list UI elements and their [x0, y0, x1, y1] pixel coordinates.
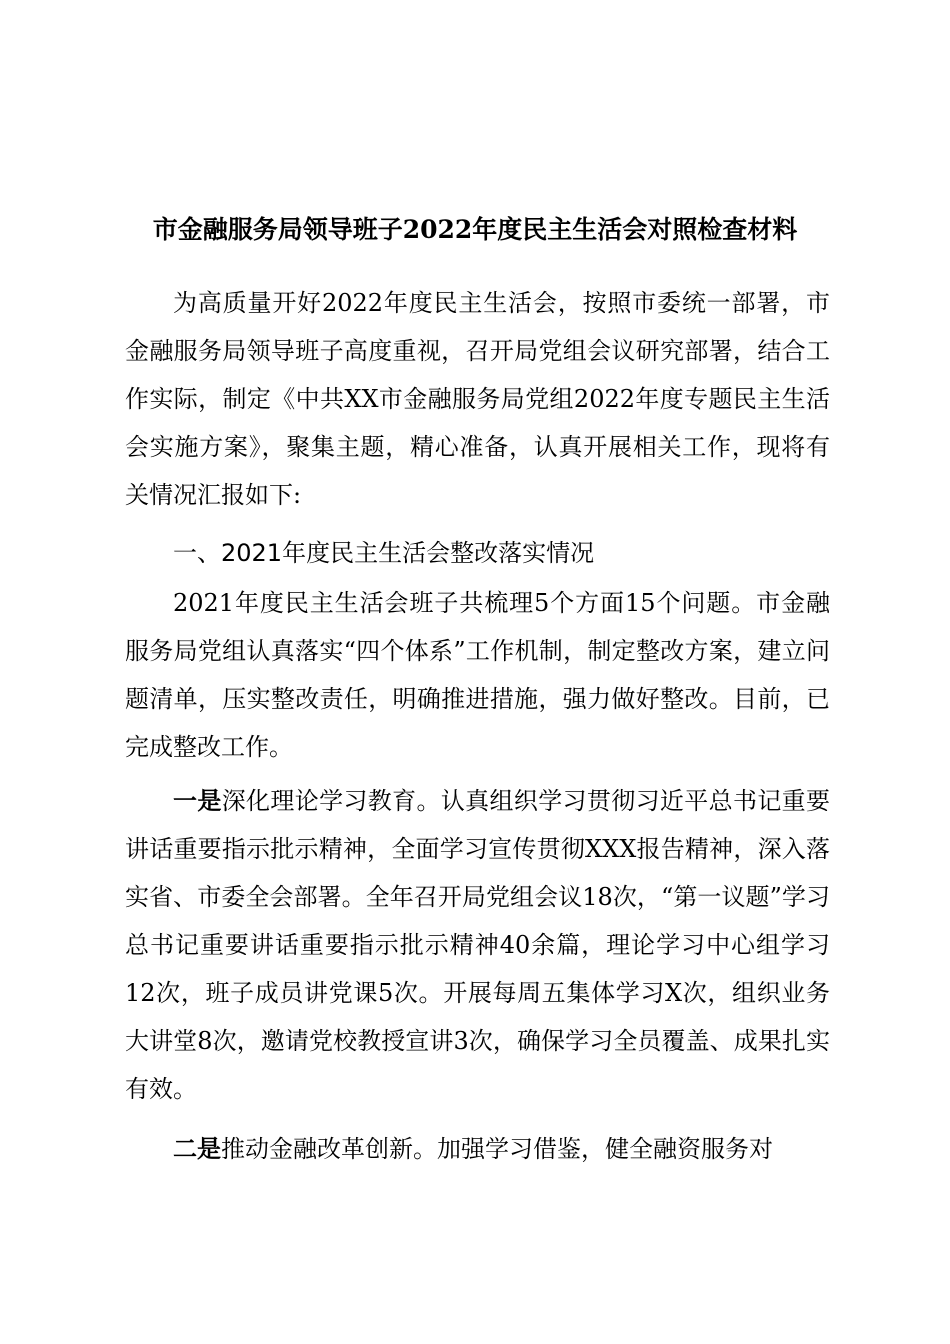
- section-heading: 一、2021年度民主生活会整改落实情况: [173, 539, 595, 567]
- item-text-2: 推动金融改革创新。加强学习借鉴，健全融资服务对: [221, 1135, 773, 1163]
- item-paragraph-2: [125, 1125, 830, 1173]
- item-lead-1: 一是: [173, 787, 222, 815]
- item-lead-2: 二是: [173, 1135, 221, 1163]
- intro-paragraph: 为高质量开好2022年度民主生活会，按照市委统一部署，市金融服务局领导班子高度重视，召开局党组会议研究部署，结合工作实际，制定《中共XX市金融服务局党组2022年度专题民主生活会实施方案》，聚集主题，精心准备，认真开展相关工作，现将有关情况汇报如下:: [125, 289, 830, 509]
- item-text-1: 深化理论学习教育。认真组织学习贯彻习近平总书记重要讲话重要指示批示精神，全面学习宣传贯彻XXX报告精神，深入落实省、市委全会部署。全年召开局党组会议18次，“第一议题”学习总书记重要讲话重要指示批示精神40余篇，理论学习中心组学习12次，班子成员讲党课5次。开展每周五集体学习X次，组织业务大讲堂8次，邀请党校教授宣讲3次，确保学习全员覆盖、成果扎实有效。: [125, 787, 831, 1103]
- summary-paragraph: 2021年度民主生活会班子共梳理5个方面15个问题。市金融服务局党组认真落实“四个体系”工作机制，制定整改方案，建立问题清单，压实整改责任，明确推进措施，强力做好整改。目前，已完成整改工作。: [125, 589, 830, 761]
- document-title: 市金融服务局领导班子2022年度民主生活会对照检查材料: [152, 215, 798, 244]
- item-paragraph-1: [125, 777, 830, 1113]
